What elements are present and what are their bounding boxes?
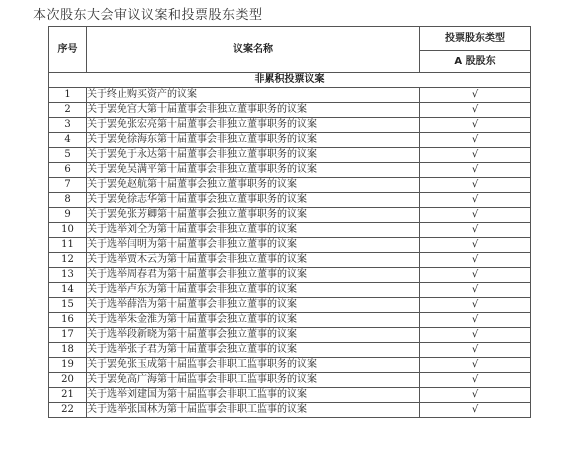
row-number: 13: [49, 268, 87, 283]
check-mark: √: [420, 238, 531, 253]
table-row: [49, 238, 531, 253]
header-vote-type: 投票股东类型: [420, 27, 531, 51]
check-mark: √: [420, 208, 531, 223]
table-row: [49, 103, 531, 118]
check-mark: √: [420, 373, 531, 388]
row-number: 9: [49, 208, 87, 223]
table-row: [49, 253, 531, 268]
table-row: [49, 133, 531, 148]
proposal-name: 关于罢免赵航第十届董事会独立董事职务的议案: [87, 178, 420, 193]
row-number: 4: [49, 133, 87, 148]
proposal-name: 关于罢免宫大第十届董事会非独立董事职务的议案: [87, 103, 420, 118]
table-row: [49, 313, 531, 328]
table-row: [49, 268, 531, 283]
proposal-name: 关于罢免张芳卿第十届董事会独立董事职务的议案: [87, 208, 420, 223]
proposal-name: 关于终止购买资产的议案: [87, 88, 420, 103]
table-row: [49, 283, 531, 298]
table-caption: 本次股东大会审议议案和投票股东类型: [33, 8, 263, 23]
proposal-name: 关于罢免张宏亮第十届董事会非独立董事职务的议案: [87, 118, 420, 133]
proposal-name: 关于罢免高广海第十届监事会非职工监事职务的议案: [87, 373, 420, 388]
check-mark: √: [420, 313, 531, 328]
row-number: 7: [49, 178, 87, 193]
header-a-share: A 股股东: [420, 51, 531, 73]
proposal-name: 关于选举闫明为第十届董事会非独立董事的议案: [87, 238, 420, 253]
table-row: [49, 223, 531, 238]
row-number: 18: [49, 343, 87, 358]
proposal-name: 关于选举卢东为第十届董事会非独立董事的议案: [87, 283, 420, 298]
table-row: [49, 193, 531, 208]
check-mark: √: [420, 193, 531, 208]
check-mark: √: [420, 163, 531, 178]
table-row: [49, 343, 531, 358]
row-number: 14: [49, 283, 87, 298]
check-mark: √: [420, 148, 531, 163]
row-number: 8: [49, 193, 87, 208]
row-number: 17: [49, 328, 87, 343]
proposal-name: 关于罢免于永达第十届董事会非独立董事职务的议案: [87, 148, 420, 163]
row-number: 6: [49, 163, 87, 178]
check-mark: √: [420, 388, 531, 403]
table-row: [49, 358, 531, 373]
proposal-name: 关于选举朱金淮为第十届董事会独立董事的议案: [87, 313, 420, 328]
table-row: [49, 388, 531, 403]
proposal-name: 关于选举段新晓为第十届董事会独立董事的议案: [87, 328, 420, 343]
row-number: 2: [49, 103, 87, 118]
row-number: 19: [49, 358, 87, 373]
check-mark: √: [420, 328, 531, 343]
proposal-name: 关于选举刘建国为第十届监事会非职工监事的议案: [87, 388, 420, 403]
row-number: 16: [49, 313, 87, 328]
table-row: [49, 88, 531, 103]
proposal-name: 关于选举贾木云为第十届董事会非独立董事的议案: [87, 253, 420, 268]
header-proposal-name: 议案名称: [87, 27, 420, 73]
table-row: [49, 118, 531, 133]
proposal-name: 关于罢免吴满平第十届董事会非独立董事职务的议案: [87, 163, 420, 178]
row-number: 11: [49, 238, 87, 253]
check-mark: √: [420, 358, 531, 373]
row-number: 3: [49, 118, 87, 133]
check-mark: √: [420, 298, 531, 313]
table-row: [49, 178, 531, 193]
proposal-name: 关于选举张国林为第十届监事会非职工监事的议案: [87, 403, 420, 418]
proposal-name: 关于罢免徐海东第十届董事会非独立董事职务的议案: [87, 133, 420, 148]
proposal-name: 关于选举张子君为第十届董事会独立董事的议案: [87, 343, 420, 358]
check-mark: √: [420, 103, 531, 118]
check-mark: √: [420, 283, 531, 298]
check-mark: √: [420, 88, 531, 103]
check-mark: √: [420, 343, 531, 358]
row-number: 1: [49, 88, 87, 103]
table-row: [49, 163, 531, 178]
check-mark: √: [420, 178, 531, 193]
row-number: 20: [49, 373, 87, 388]
table-row: [49, 403, 531, 418]
row-number: 12: [49, 253, 87, 268]
table-row: [49, 208, 531, 223]
check-mark: √: [420, 253, 531, 268]
row-number: 5: [49, 148, 87, 163]
row-number: 21: [49, 388, 87, 403]
row-number: 22: [49, 403, 87, 418]
table-row: [49, 148, 531, 163]
row-number: 15: [49, 298, 87, 313]
check-mark: √: [420, 268, 531, 283]
table-row: [49, 298, 531, 313]
check-mark: √: [420, 403, 531, 418]
proposal-name: 关于选举周春君为第十届董事会非独立董事的议案: [87, 268, 420, 283]
proposal-name: 关于选举薛浩为第十届董事会非独立董事的议案: [87, 298, 420, 313]
table-row: [49, 328, 531, 343]
proposal-table: [48, 26, 531, 418]
header-seq: 序号: [49, 27, 87, 73]
proposal-name: 关于罢免张玉成第十届监事会非职工监事职务的议案: [87, 358, 420, 373]
row-number: 10: [49, 223, 87, 238]
proposal-name: 关于选举刘仝为第十届董事会非独立董事的议案: [87, 223, 420, 238]
proposal-name: 关于罢免徐志华第十届董事会独立董事职务的议案: [87, 193, 420, 208]
check-mark: √: [420, 118, 531, 133]
section-non-cumulative: 非累积投票议案: [49, 73, 531, 88]
check-mark: √: [420, 223, 531, 238]
check-mark: √: [420, 133, 531, 148]
table-row: [49, 373, 531, 388]
